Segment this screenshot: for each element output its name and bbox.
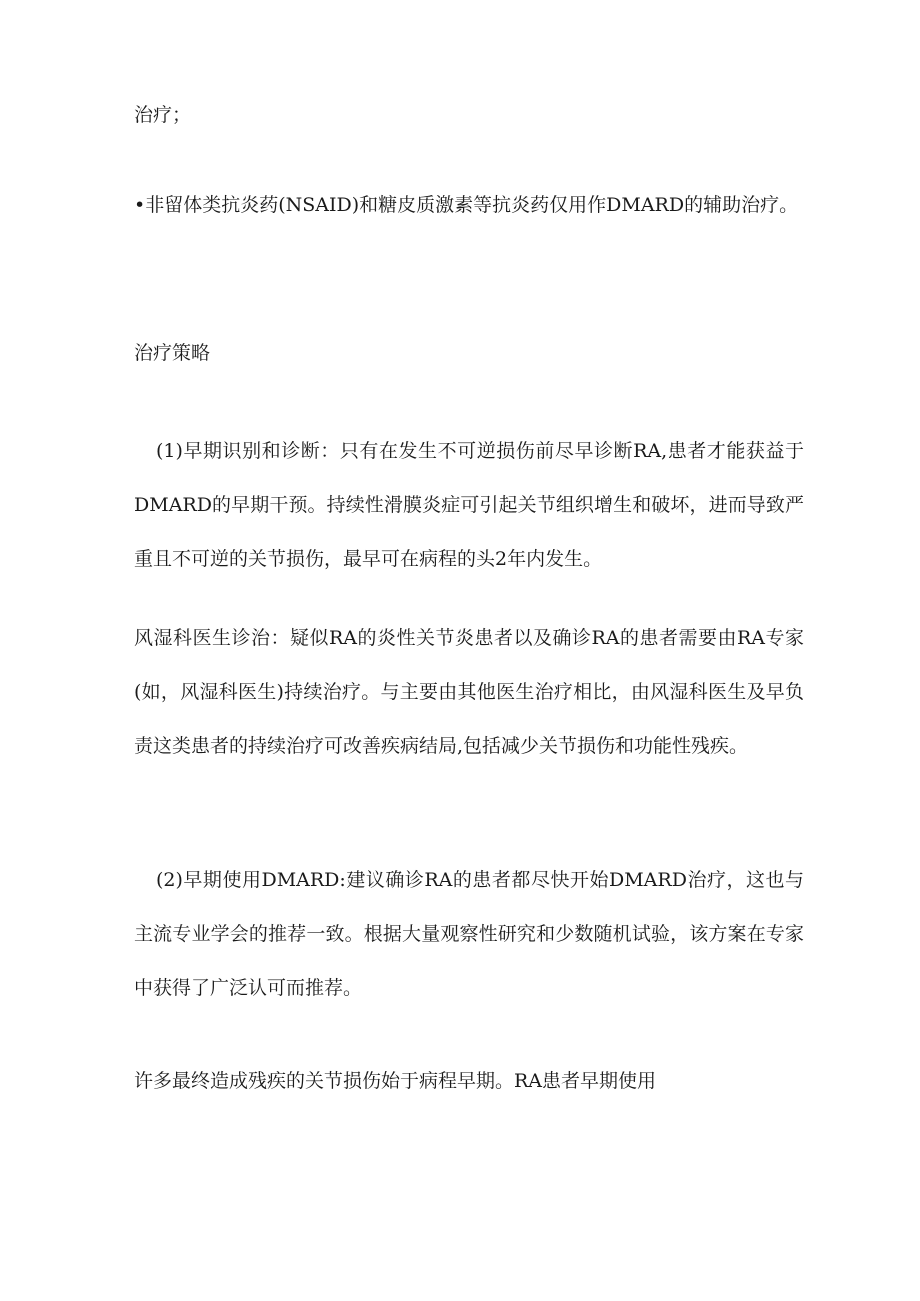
paragraph-joint-damage: 许多最终造成残疾的关节损伤始于病程早期。RA患者早期使用 <box>134 1070 657 1092</box>
section-heading-treatment-strategy: 治疗策略 <box>134 342 211 364</box>
paragraph-treatment-end: 治疗； <box>134 104 192 126</box>
paragraph-early-dmard: (2)早期使用DMARD:建议确诊RA的患者都尽快开始DMARD治疗，这也与主流专业学会的推荐一致。根据大量观察性研究和少数随机试验，该方案在专家中获得了广泛认可而推荐。 <box>134 869 804 999</box>
paragraph-rheumatologist-care: 风湿科医生诊治：疑似RA的炎性关节炎患者以及确诊RA的患者需要由RA专家(如，风湿科医生)持续治疗。与主要由其他医生治疗相比，由风湿科医生及早负责这类患者的持续治疗可改善疾病结局,包括减少关节损伤和功能性残疾。 <box>134 627 804 757</box>
paragraph-nsaid-bullet: •非留体类抗炎药(NSAID)和糖皮质激素等抗炎药仅用作DMARD的辅助治疗。 <box>134 194 799 216</box>
paragraph-early-diagnosis: (1)早期识别和诊断：只有在发生不可逆损伤前尽早诊断RA,患者才能获益于DMARD的早期干预。持续性滑膜炎症可引起关节组织增生和破坏，进而导致严重且不可逆的关节损伤，最早可在病程的头2年内发生。 <box>134 440 804 570</box>
